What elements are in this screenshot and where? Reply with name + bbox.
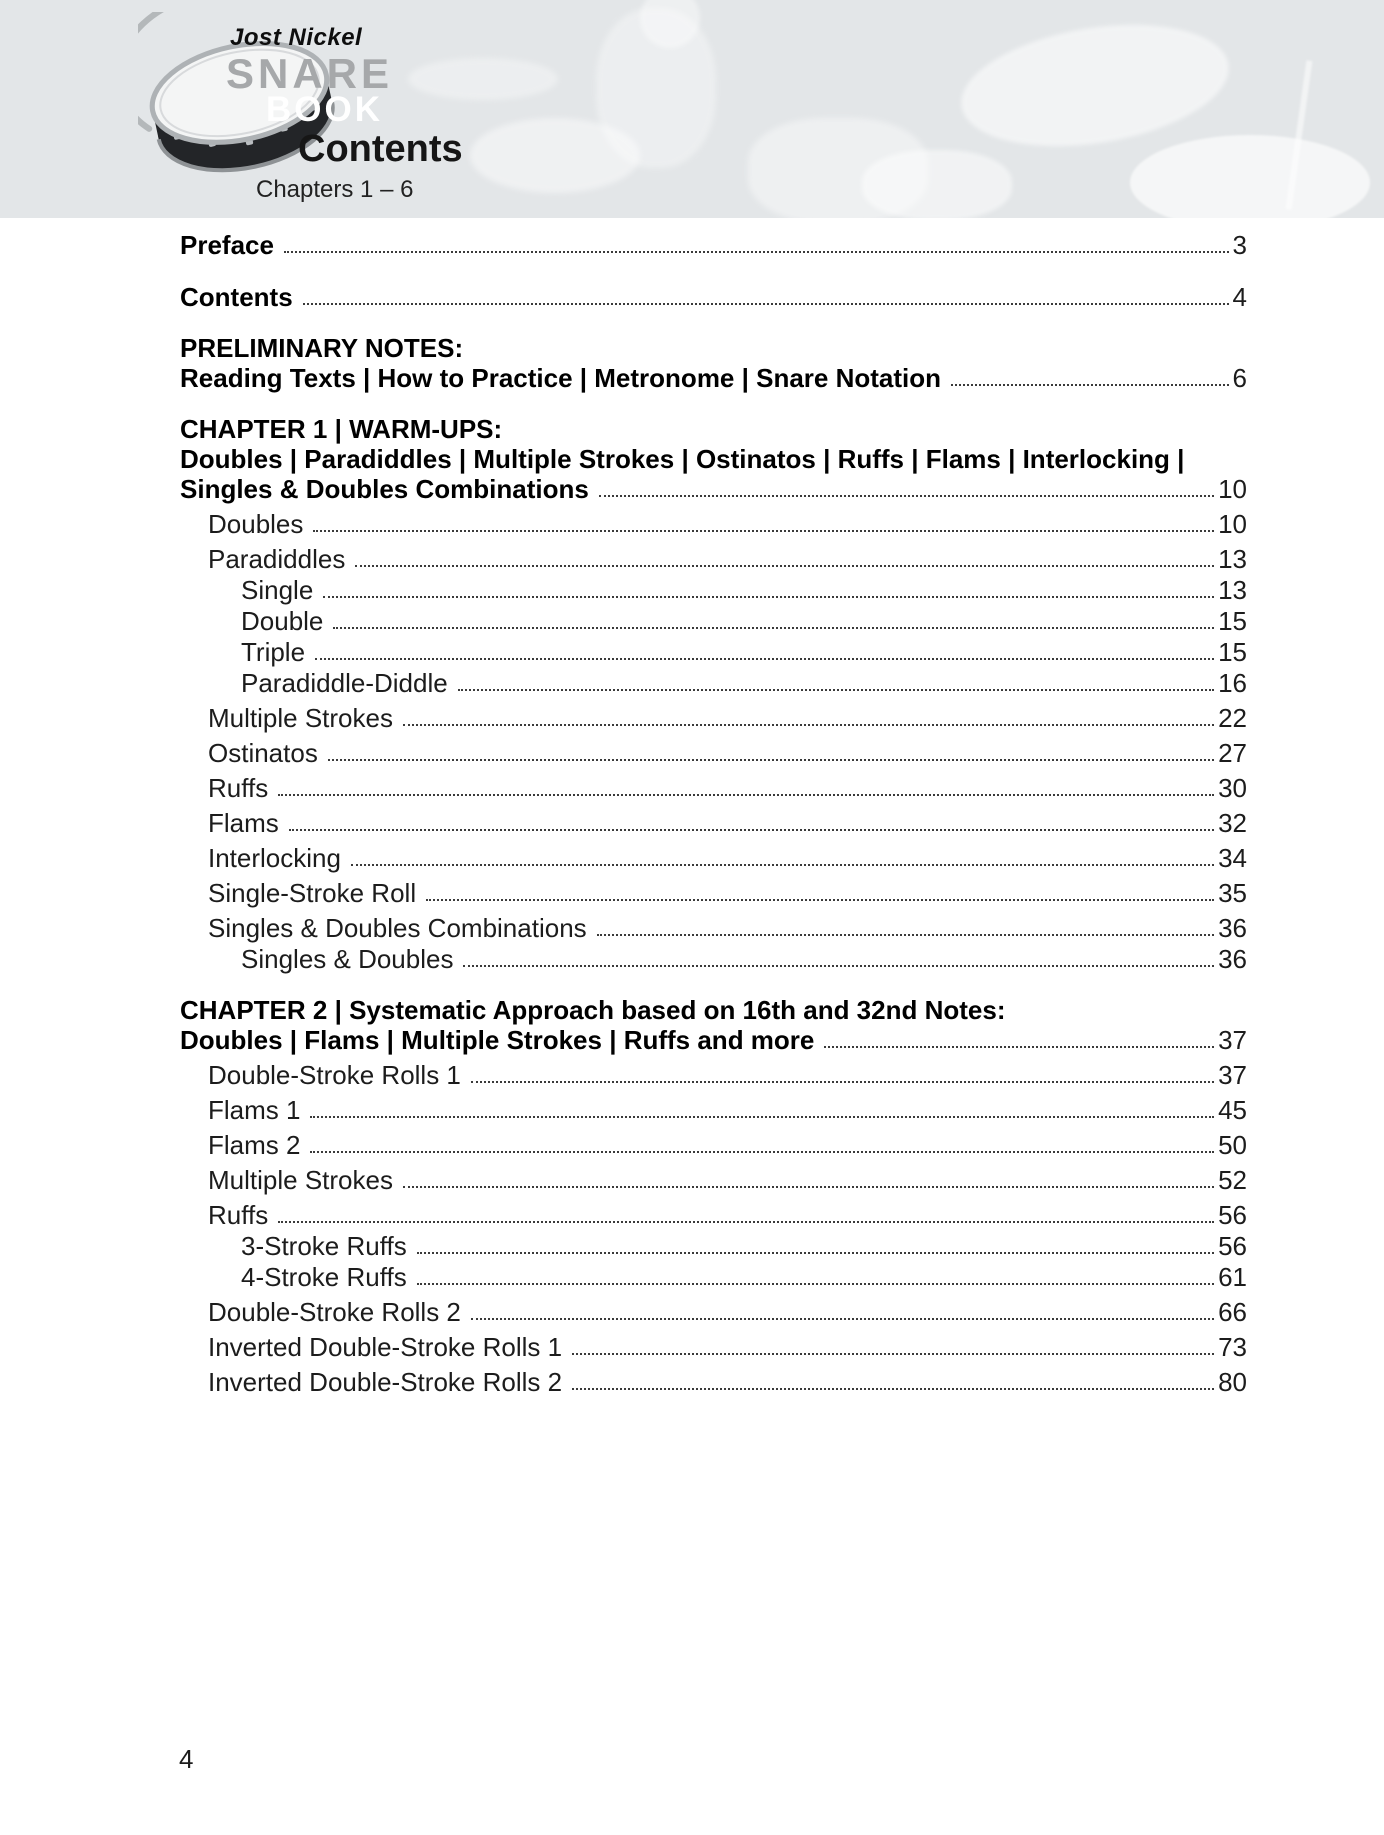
toc-entry — [180, 878, 1247, 908]
toc-entry — [180, 606, 1247, 636]
toc-entry-row — [208, 1130, 1247, 1160]
page-title: Contents — [298, 128, 463, 170]
toc-entry-label: Single — [241, 575, 314, 605]
toc-entry — [180, 414, 1247, 504]
toc-entry-row — [208, 773, 1247, 803]
toc-entry-label: Doubles — [208, 509, 304, 539]
toc-entry-label: Ruffs — [208, 773, 269, 803]
toc-leader-dots — [572, 1388, 1214, 1390]
toc-leader-dots — [323, 596, 1214, 598]
toc-entry-page: 36 — [1218, 913, 1247, 943]
toc-entry — [180, 668, 1247, 698]
toc-entry-label: Flams 1 — [208, 1095, 301, 1125]
toc-entry-row — [208, 1200, 1247, 1230]
toc-entry-page: 4 — [1232, 282, 1247, 312]
toc-heading-line: CHAPTER 1 | WARM-UPS: — [180, 414, 503, 444]
toc-entry-page: 45 — [1218, 1095, 1247, 1125]
toc-leader-dots — [426, 899, 1214, 901]
toc-entry — [180, 1060, 1247, 1090]
toc-heading-line: PRELIMINARY NOTES: — [180, 333, 464, 363]
toc-entry-page: 30 — [1218, 773, 1247, 803]
toc-leader-dots — [310, 1151, 1214, 1153]
page-number: 4 — [179, 1744, 194, 1774]
toc-entry-row — [241, 1231, 1247, 1261]
toc-entry — [180, 230, 1247, 260]
toc-entry-page: 73 — [1218, 1332, 1247, 1362]
toc-entry-page: 3 — [1232, 230, 1247, 260]
toc-entry — [180, 1231, 1247, 1261]
toc-entry — [180, 808, 1247, 838]
toc-entry-page: 80 — [1218, 1367, 1247, 1397]
toc-leader-dots — [403, 724, 1214, 726]
toc-leader-dots — [278, 1221, 1214, 1223]
logo-title-book: BOOK — [266, 90, 383, 129]
toc-entry-row — [180, 282, 1247, 312]
toc-entry-row — [208, 1367, 1247, 1397]
toc-entry-page: 10 — [1218, 474, 1247, 504]
toc-entry-row — [208, 878, 1247, 908]
toc-leader-dots — [313, 530, 1214, 532]
toc-entry — [180, 1332, 1247, 1362]
toc-leader-dots — [597, 934, 1214, 936]
toc-leader-dots — [289, 829, 1214, 831]
toc-entry-page: 36 — [1218, 944, 1247, 974]
toc-leader-dots — [572, 1353, 1214, 1355]
toc-entry — [180, 1095, 1247, 1125]
toc-entry-page: 37 — [1218, 1025, 1247, 1055]
toc-leader-dots — [463, 965, 1214, 967]
toc-entry-row — [180, 363, 1247, 393]
toc-entry-row — [208, 1060, 1247, 1090]
page-subtitle: Chapters 1 – 6 — [256, 176, 414, 203]
toc-leader-dots — [471, 1081, 1214, 1083]
toc-entry-label: Inverted Double-Stroke Rolls 2 — [208, 1367, 563, 1397]
toc-entry — [180, 575, 1247, 605]
toc-entry-page: 10 — [1218, 509, 1247, 539]
toc-leader-dots — [303, 303, 1229, 305]
toc-entry-row — [180, 474, 1247, 504]
toc-entry-page: 16 — [1218, 668, 1247, 698]
toc-entry-label: Single-Stroke Roll — [208, 878, 417, 908]
toc-entry — [180, 773, 1247, 803]
watermark-drum-shape — [748, 118, 928, 218]
toc-leader-dots — [284, 251, 1229, 253]
toc-entry-label: Inverted Double-Stroke Rolls 1 — [208, 1332, 563, 1362]
toc-entry-page: 56 — [1218, 1231, 1247, 1261]
toc-entry — [180, 738, 1247, 768]
toc-leader-dots — [951, 384, 1229, 386]
toc-entry-page: 61 — [1218, 1262, 1247, 1292]
toc-entry — [180, 913, 1247, 943]
watermark-cymbal-shape — [953, 8, 1238, 164]
toc-entry-label: Paradiddles — [208, 544, 346, 574]
toc-entry-label: Flams — [208, 808, 279, 838]
toc-entry-label: Singles & Doubles Combinations — [180, 474, 589, 504]
toc-heading-line: Doubles | Paradiddles | Multiple Strokes | Ostinatos | Ruffs | Flams | Interlocking | — [180, 444, 1185, 474]
watermark-drum-shape — [862, 150, 1012, 218]
toc-entry-label: Preface — [180, 230, 274, 260]
toc-entry-label: Doubles | Flams | Multiple Strokes | Ruffs and more — [180, 1025, 815, 1055]
toc-entry-row — [208, 703, 1247, 733]
watermark-drum-shape — [470, 118, 640, 193]
toc-entry — [180, 1367, 1247, 1397]
toc-entry-row — [208, 843, 1247, 873]
toc-entry-page: 13 — [1218, 575, 1247, 605]
toc-entry-row — [241, 575, 1247, 605]
toc-leader-dots — [471, 1318, 1214, 1320]
toc-entry-label: Multiple Strokes — [208, 1165, 393, 1195]
toc-entry-label: Multiple Strokes — [208, 703, 393, 733]
toc-entry-page: 13 — [1218, 544, 1247, 574]
toc-entry-page: 15 — [1218, 637, 1247, 667]
toc-entry-row — [180, 1025, 1247, 1055]
toc-entry-row — [241, 1262, 1247, 1292]
toc-entry-row — [208, 544, 1247, 574]
toc-leader-dots — [417, 1283, 1214, 1285]
toc-entry-page: 6 — [1232, 363, 1247, 393]
toc-entry-label: 4-Stroke Ruffs — [241, 1262, 407, 1292]
toc-leader-dots — [599, 495, 1214, 497]
toc-entry-row — [241, 637, 1247, 667]
watermark-drummer-shape — [596, 8, 716, 168]
toc-leader-dots — [458, 689, 1214, 691]
toc-entry-page: 22 — [1218, 703, 1247, 733]
toc-leader-dots — [315, 658, 1214, 660]
toc-entry-row — [208, 1297, 1247, 1327]
toc-entry-page: 34 — [1218, 843, 1247, 873]
logo-title-snare: SNARE — [226, 50, 394, 97]
toc-entry-page: 66 — [1218, 1297, 1247, 1327]
toc-entry-row — [208, 738, 1247, 768]
toc-entry — [180, 703, 1247, 733]
toc-entry — [180, 282, 1247, 312]
toc-entry-row — [241, 606, 1247, 636]
toc-leader-dots — [328, 759, 1214, 761]
toc-entry — [180, 995, 1247, 1055]
toc-leader-dots — [278, 794, 1214, 796]
toc-entry-label: Double-Stroke Rolls 1 — [208, 1060, 461, 1090]
toc-leader-dots — [355, 565, 1214, 567]
toc-entry-label: Ruffs — [208, 1200, 269, 1230]
toc-entry-label: Singles & Doubles — [241, 944, 454, 974]
toc-entry-label: Ostinatos — [208, 738, 318, 768]
toc-entry — [180, 333, 1247, 393]
toc-leader-dots — [417, 1252, 1214, 1254]
toc-entry-row — [208, 913, 1247, 943]
toc-entry-row — [241, 944, 1247, 974]
toc-entry-label: Interlocking — [208, 843, 341, 873]
toc-entry-page: 37 — [1218, 1060, 1247, 1090]
toc-leader-dots — [310, 1116, 1214, 1118]
toc-entry — [180, 944, 1247, 974]
toc-entry-label: Triple — [241, 637, 306, 667]
toc-entry-label: Paradiddle-Diddle — [241, 668, 448, 698]
toc-entry-page: 15 — [1218, 606, 1247, 636]
watermark-cymbal-shape — [1130, 135, 1370, 218]
toc-entry-page: 52 — [1218, 1165, 1247, 1195]
toc-entry — [180, 843, 1247, 873]
toc-entry — [180, 1297, 1247, 1327]
toc-entry-row — [208, 509, 1247, 539]
watermark-stand-shape — [1286, 60, 1313, 209]
toc-leader-dots — [333, 627, 1214, 629]
toc-entry-page: 27 — [1218, 738, 1247, 768]
toc-entry-page: 32 — [1218, 808, 1247, 838]
toc-entry — [180, 637, 1247, 667]
toc-entry — [180, 1165, 1247, 1195]
toc-entry — [180, 509, 1247, 539]
toc-entry-label: Reading Texts | How to Practice | Metronome | Snare Notation — [180, 363, 942, 393]
toc-entry-row — [208, 1095, 1247, 1125]
toc-entry-page: 50 — [1218, 1130, 1247, 1160]
toc-leader-dots — [824, 1046, 1214, 1048]
toc-entry — [180, 1262, 1247, 1292]
toc-entry-row — [208, 1165, 1247, 1195]
toc-entry-page: 56 — [1218, 1200, 1247, 1230]
table-of-contents — [0, 218, 1384, 1397]
page-header — [0, 0, 1384, 218]
toc-entry-row — [241, 668, 1247, 698]
watermark-drummer-head-shape — [640, 0, 700, 48]
toc-entry-label: Flams 2 — [208, 1130, 301, 1160]
toc-entry — [180, 1130, 1247, 1160]
toc-entry — [180, 1200, 1247, 1230]
toc-heading-line: CHAPTER 2 | Systematic Approach based on 16th and 32nd Notes: — [180, 995, 1006, 1025]
toc-entry-page: 35 — [1218, 878, 1247, 908]
toc-leader-dots — [351, 864, 1214, 866]
toc-entry-label: Double-Stroke Rolls 2 — [208, 1297, 461, 1327]
toc-entry-label: Contents — [180, 282, 293, 312]
toc-entry-row — [180, 230, 1247, 260]
watermark-hihat-shape — [408, 58, 558, 100]
toc-entry — [180, 544, 1247, 574]
toc-entry-row — [208, 1332, 1247, 1362]
toc-entry-label: Double — [241, 606, 324, 636]
toc-entry-label: 3-Stroke Ruffs — [241, 1231, 407, 1261]
logo-author-text: Jost Nickel — [230, 24, 363, 51]
toc-entry-label: Singles & Doubles Combinations — [208, 913, 587, 943]
toc-leader-dots — [403, 1186, 1214, 1188]
toc-entry-row — [208, 808, 1247, 838]
